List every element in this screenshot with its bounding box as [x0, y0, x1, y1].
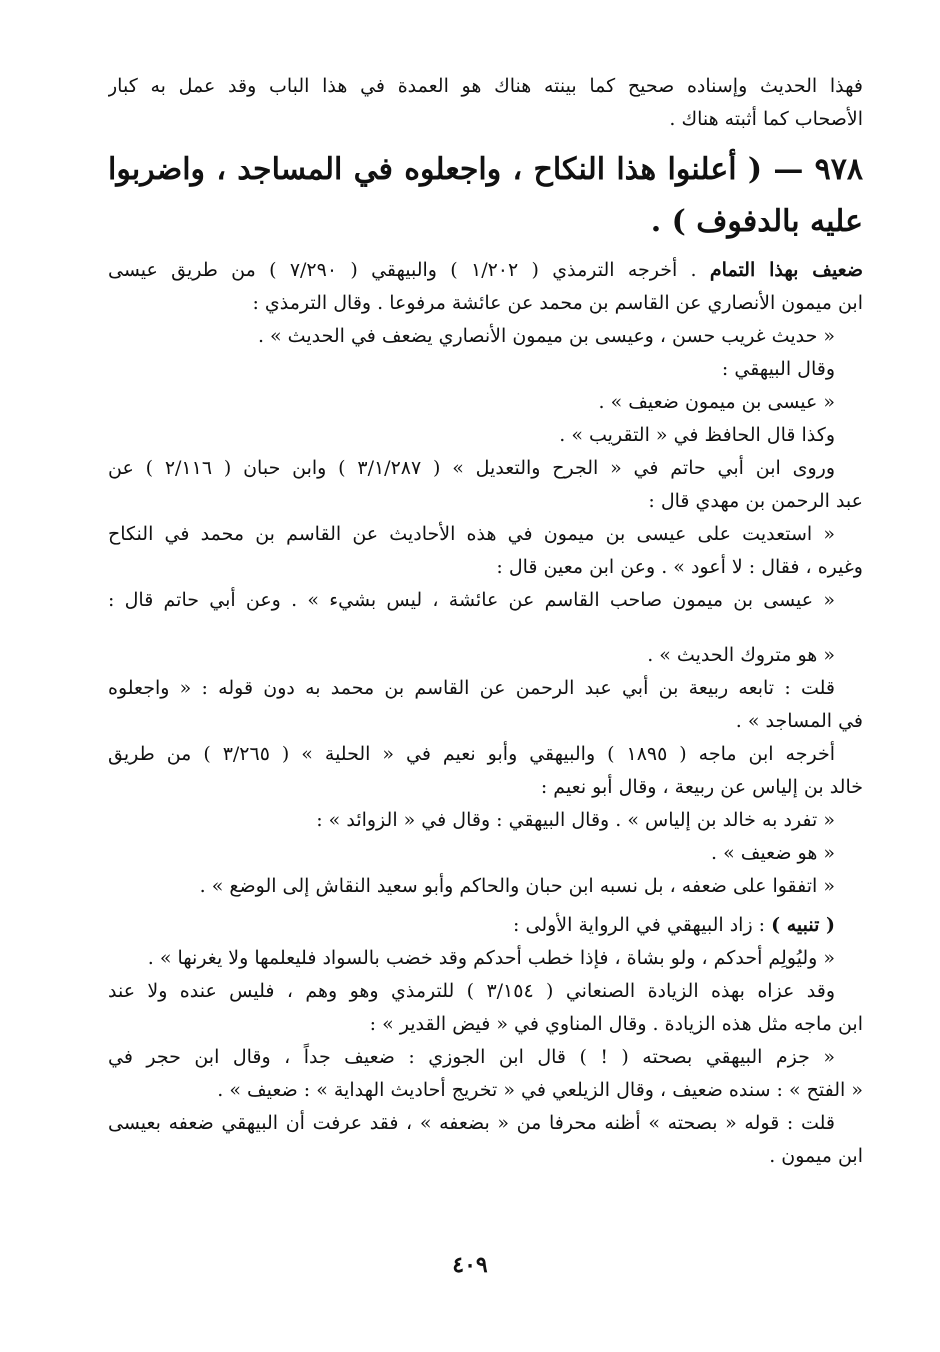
text-line: قلت : تابعه ربيعة بن أبي عبد الرحمن عن القاسم بن محمد به دون قوله : « واجعلوه — [108, 677, 835, 699]
text-line: وكذا قال الحافظ في « التقريب » . — [559, 424, 835, 446]
page-body — [108, 70, 863, 1173]
hadith-heading — [108, 144, 863, 248]
quote-line: وغيره ، فقال : لا أعود » . وعن ابن معين قال : — [496, 556, 863, 578]
page-number: ٤٠٩ — [452, 1252, 488, 1278]
quote-line: « عيسى بن ميمون ضعيف » . — [598, 391, 835, 413]
intro-line-1: فهذا الحديث وإسناده صحيح كما بينته هناك هو العمدة في هذا الباب وقد عمل به كبار — [108, 75, 863, 97]
text-line: وروى ابن أبي حاتم في « الجرح والتعديل » ( ٣/١/٢٨٧ ) وابن حبان ( ٢/١١٦ ) عن — [108, 457, 836, 479]
text-line: أخرجه ابن ماجه ( ١٨٩٥ ) والبيهقي وأبو نعيم في « الحلية » ( ٣/٢٦٥ ) من طريق — [108, 743, 835, 765]
quote-line: « الفتح » : سنده ضعيف ، وقال الزيلعي في « تخريج أحاديث الهداية » : ضعيف » . — [217, 1079, 863, 1101]
text-line: قلت : قوله « بصحته » أظنه محرفا من « بضعفه » ، فقد عرفت أن البيهقي ضعفه بعيسى — [108, 1112, 835, 1134]
quote-line: « جزم البيهقي بصحته ( ! ) قال ابن الجوزي : ضعيف جداً ، وقال ابن حجر في — [108, 1046, 835, 1068]
quote-line: « اتفقوا على ضعفه ، بل نسبه ابن حبان والحاكم وأبو سعيد النقاش إلى الوضع » . — [199, 875, 835, 897]
quote-line: « هو متروك الحديث » . — [647, 644, 835, 666]
intro-line-2: الأصحاب كما أثبته هناك . — [669, 108, 863, 130]
tanbih-line — [108, 909, 863, 942]
text-line: ابن ميمون الأنصاري عن القاسم بن محمد عن عائشة مرفوعا . وقال الترمذي : — [252, 292, 863, 314]
text-line: خالد بن إلياس عن ربيعة ، وقال أبو نعيم : — [540, 776, 863, 798]
text-line: وقال البيهقي : — [721, 358, 835, 380]
tanbih-label: ( تنبيه ) — [771, 914, 835, 936]
grading-line — [108, 254, 863, 287]
text-line: عبد الرحمن بن مهدي قال : — [648, 490, 863, 512]
quote-line: « عيسى بن ميمون صاحب القاسم عن عائشة ، ليس بشيء » . وعن أبي حاتم قال : — [108, 589, 835, 611]
text-line: ابن ميمون . — [769, 1145, 863, 1167]
text-line: في المساجد » . — [735, 710, 863, 732]
quote-line: « حديث غريب حسن ، وعيسى بن ميمون الأنصاري يضعف في الحديث » . — [257, 325, 835, 347]
grading-rest: . أخرجه الترمذي ( ١/٢٠٢ ) والبيهقي ( ٧/٢٩٠ ) من طريق عيسى — [108, 259, 697, 281]
hadith-line-1: ٩٧٨ — ( أعلنوا هذا النكاح ، واجعلوه في المساجد ، واضربوا — [108, 152, 863, 187]
tanbih-rest: : زاد البيهقي في الرواية الأولى : — [513, 914, 766, 936]
quote-line: « تفرد به خالد بن إلياس » . وقال البيهقي : وقال في « الزوائد » : — [316, 809, 835, 831]
quote-line: « هو ضعيف » . — [711, 842, 835, 864]
hadith-line-2: عليه بالدفوف ) . — [650, 204, 863, 239]
quote-line: « استعديت على عيسى بن ميمون في هذه الأحاديث عن القاسم بن محمد في النكاح — [108, 523, 835, 545]
text-line: ابن ماجه مثل هذه الزيادة . وقال المناوي في « فيض القدير » : — [369, 1013, 863, 1035]
quote-line: « وليُولِم أحدكم ، ولو بشاة ، فإذا خطب أحدكم وقد خضب بالسواد فليعلمها ولا يغرنها » . — [147, 947, 835, 969]
text-line: وقد عزاه بهذه الزيادة الصنعاني ( ٣/١٥٤ ) للترمذي وهو وهم ، فليس عنده ولا عند — [108, 980, 835, 1002]
grading-label: ضعيف بهذا التمام — [709, 259, 863, 281]
